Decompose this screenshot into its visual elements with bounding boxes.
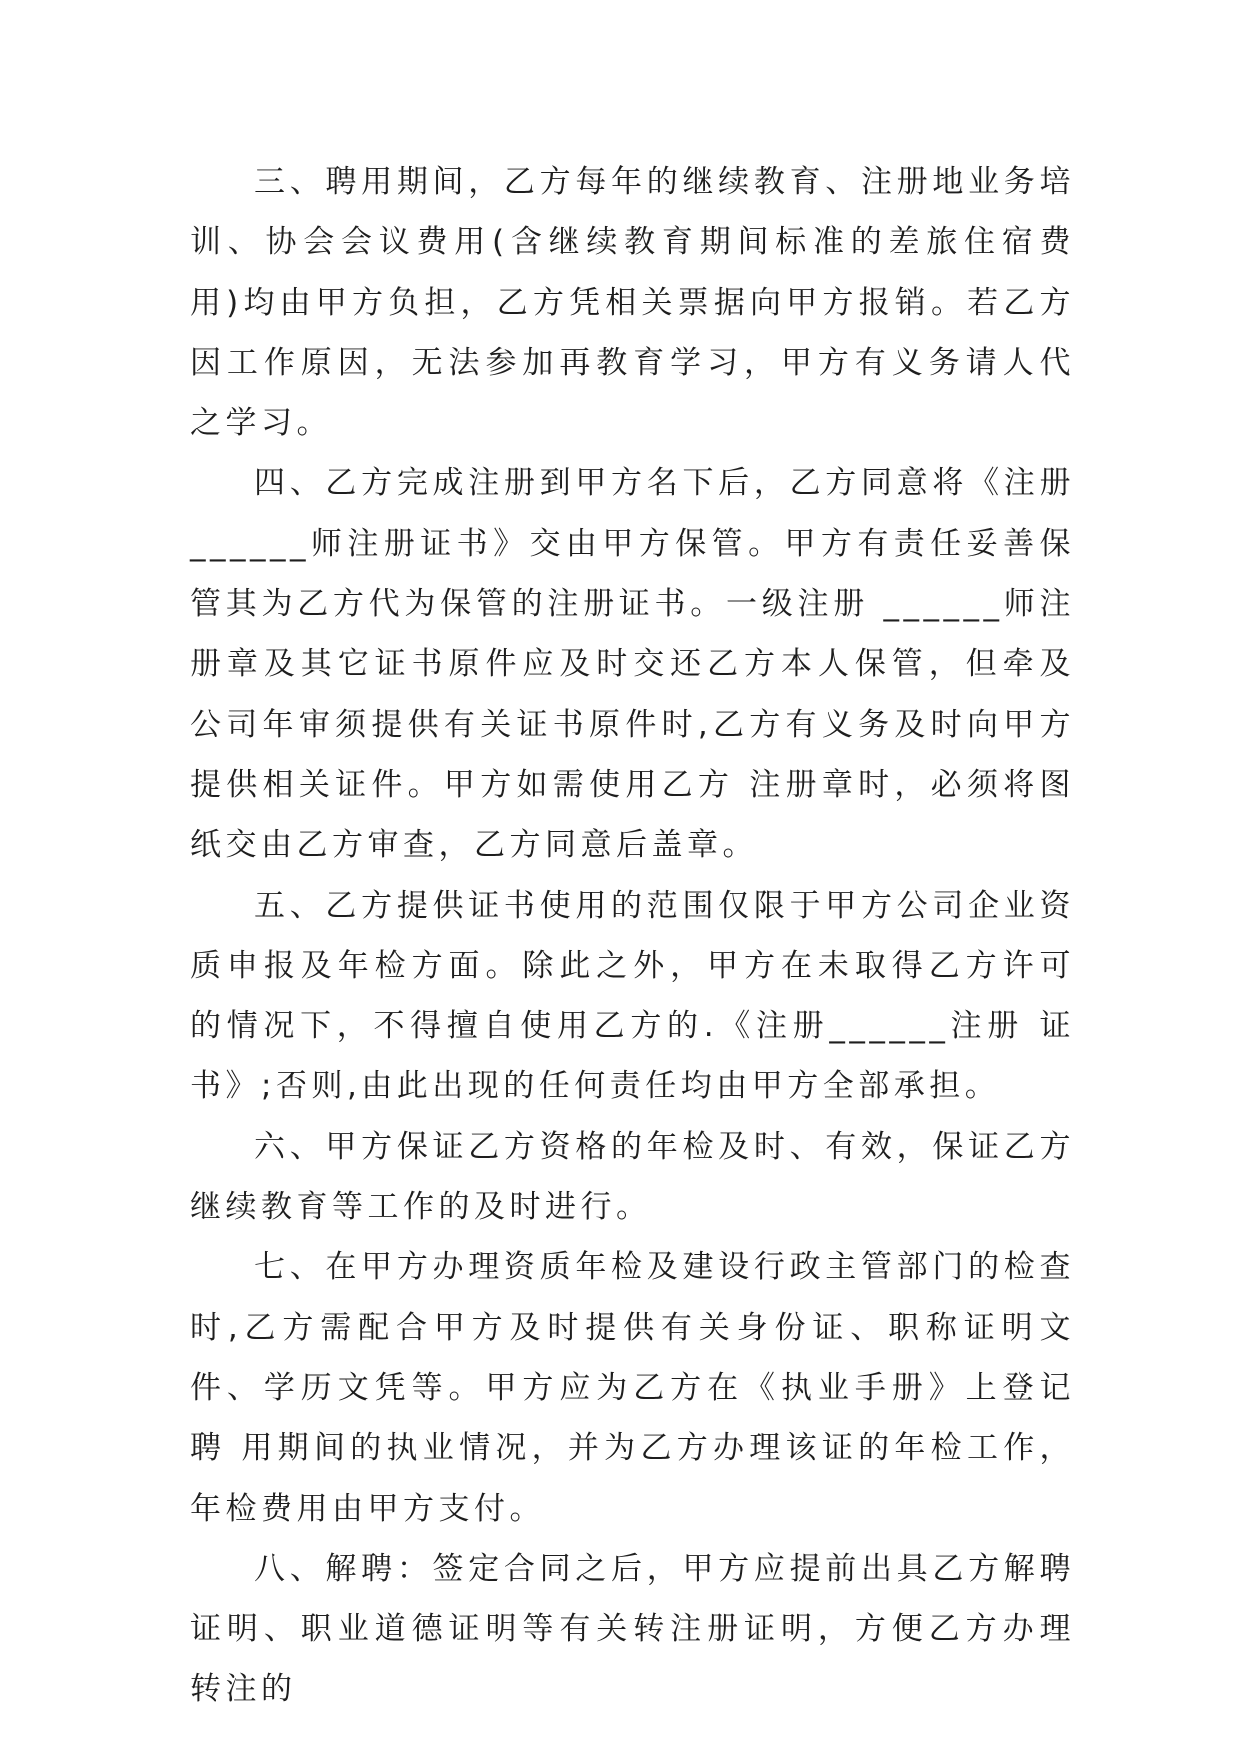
contract-body [190,152,1075,1720]
clause-7-text: 七、在甲方办理资质年检及建设行政主管部门的检查时,乙方需配合甲方及时提供有关身份证、职称证明文件、学历文凭等。甲方应为乙方在《执业手册》上登记聘 用期间的执业情况，并为乙方办理该证的年检工作，年检费用由甲方支付。 [190,1249,1075,1527]
clause-4 [190,453,1075,875]
clause-3-text: 三、聘用期间，乙方每年的继续教育、注册地业务培训、协会会议费用(含继续教育期间标准的差旅住宿费用)均由甲方负担，乙方凭相关票据向甲方报销。若乙方 因工作原因，无法参加再教育学习，甲方有义务请人代之学习。 [190,164,1075,442]
clause-5-text: 五、乙方提供证书使用的范围仅限于甲方公司企业资质申报及年检方面。除此之外，甲方在未取得乙方许可的情况下，不得擅自使用乙方的.《注册______注册 证书》;否则,由此出现的任何责任均由甲方全部承担。 [190,887,1075,1105]
clause-4-text: 四、乙方完成注册到甲方名下后，乙方同意将《注册______师注册证书》交由甲方保管。甲方有责任妥善保管其为乙方代为保管的注册证书。一级注册 ______师注册章及其它证书原件应及时交还乙方本人保管，但牵及公司年审须提供有关证书原件时,乙方有义务及时向甲方提供相关证件。甲方如需使用乙方 注册章时，必须将图纸交由乙方审查，乙方同意后盖章。 [190,465,1075,864]
clause-3 [190,152,1075,453]
clause-6-text: 六、甲方保证乙方资格的年检及时、有效，保证乙方继续教育等工作的及时进行。 [190,1128,1075,1226]
clause-8-text: 八、解聘：签定合同之后，甲方应提前出具乙方解聘证明、职业道德证明等有关转注册证明，方便乙方办理转注的 [190,1550,1075,1708]
clause-7 [190,1237,1075,1538]
clause-8 [190,1539,1075,1720]
clause-6 [190,1117,1075,1238]
clause-5 [190,876,1075,1117]
